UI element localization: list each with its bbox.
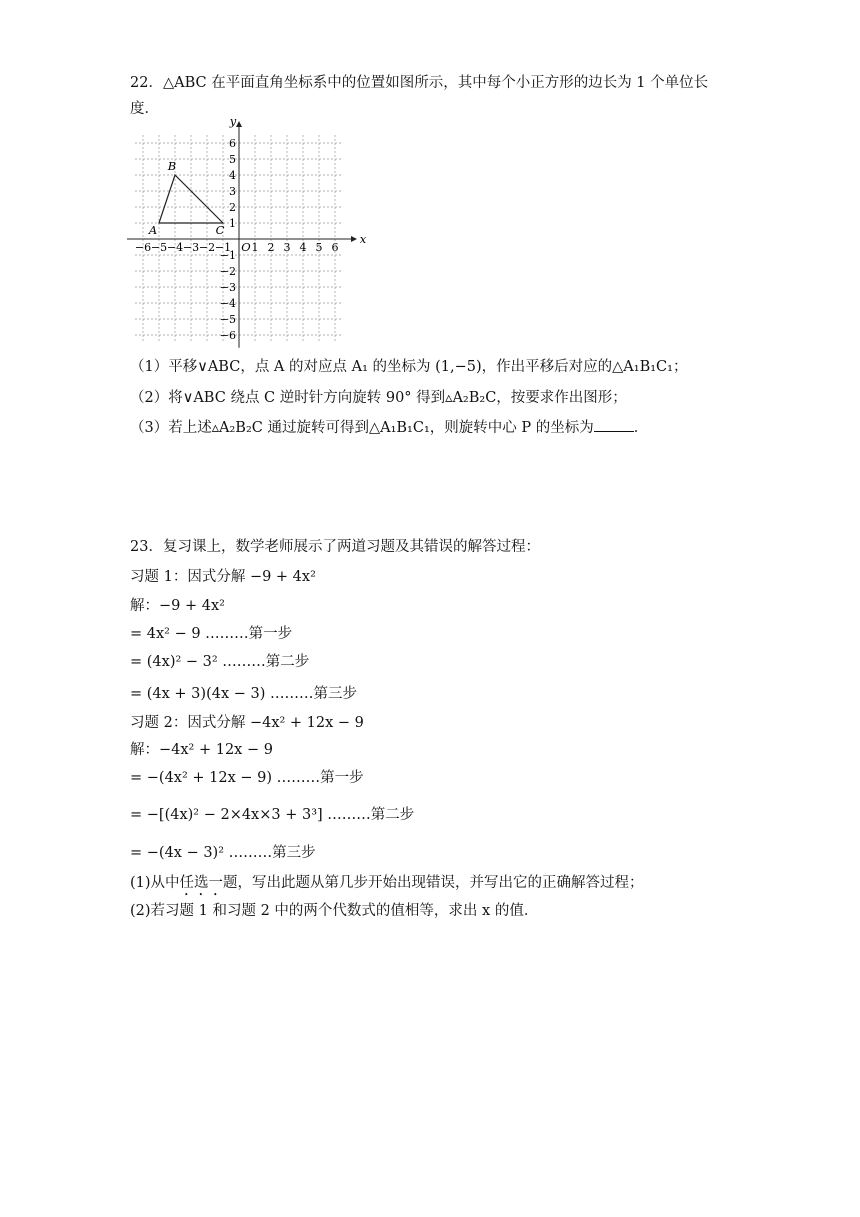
q22-part3 [130, 417, 648, 438]
point-label-c: C [215, 223, 225, 237]
y-tick-label: 1 [229, 217, 236, 230]
x-tick-label: −6 [134, 241, 152, 254]
x-tick-label: −5 [150, 241, 168, 254]
task1-rest: 题，写出此题从第几步开始出现错误，并写出它的正确解答过程； [223, 875, 644, 891]
x-tick-label: 2 [267, 241, 275, 254]
x-axis-arrow [351, 236, 357, 242]
q22-part2: （2）将∨ABC 绕点 C 逆时针方向旋转 90° 得到▵A₂B₂C，按要求作出图形； [130, 390, 627, 406]
y-tick-label: −3 [219, 281, 236, 294]
q22-part1: （1）平移∨ABC，点 A 的对应点 A₁ 的坐标为 (1,−5)，作出平移后对应的△A₁B₁C₁； [130, 359, 688, 375]
ex2-step1: = −(4x² + 12x − 9) ………第一步 [130, 770, 364, 786]
x-tick-label: 4 [299, 241, 307, 254]
x-tick-label: 1 [251, 241, 259, 254]
coordinate-grid [127, 114, 367, 346]
q22-line1: 22．△ABC 在平面直角坐标系中的位置如图所示，其中每个小正方形的边长为 1 个单位长 [130, 75, 709, 91]
task1-emphasis: 任选一 [179, 875, 224, 891]
ex1-title: 习题 1：因式分解 −9 + 4x² [130, 569, 316, 585]
y-tick-label: 3 [229, 185, 236, 198]
q22-part3-end: ． [633, 420, 649, 436]
x-tick-label: 5 [315, 241, 323, 254]
x-tick-label: 6 [331, 241, 339, 254]
answer-blank [594, 417, 634, 432]
x-tick-label: −3 [182, 241, 200, 254]
ex1-step2: = (4x)² − 3² ………第二步 [130, 654, 310, 670]
ex2-step3: = −(4x − 3)² ………第三步 [130, 845, 316, 861]
x-tick-label: 3 [283, 241, 291, 254]
task2: (2)若习题 1 和习题 2 中的两个代数式的值相等，求出 x 的值． [130, 903, 539, 919]
y-tick-label: −5 [219, 313, 236, 326]
y-axis-arrow [236, 121, 242, 127]
y-tick-label: 2 [229, 201, 236, 214]
ex2-solution: 解：−4x² + 12x − 9 [130, 742, 273, 758]
x-axis-label: x [359, 232, 367, 246]
point-label-b: B [167, 159, 177, 173]
task1-start: (1)从中 [130, 875, 180, 891]
task1 [130, 873, 644, 899]
point-label-a: A [148, 223, 158, 237]
y-tick-label: −1 [219, 249, 236, 262]
q22-part3-text: （3）若上述▵A₂B₂C 通过旋转可得到△A₁B₁C₁，则旋转中心 P 的坐标为 [130, 420, 594, 436]
ex2-step2: = −[(4x)² − 2×4x×3 + 3³] ………第二步 [130, 807, 415, 823]
q23-intro: 23．复习课上，数学老师展示了两道习题及其错误的解答过程： [130, 539, 540, 555]
x-tick-label: −1 [214, 241, 232, 254]
ex1-step1: = 4x² − 9 ………第一步 [130, 626, 293, 642]
ex2-title: 习题 2：因式分解 −4x² + 12x − 9 [130, 715, 364, 731]
x-tick-label: −4 [166, 241, 184, 254]
q22-line2: 度． [130, 101, 159, 117]
ex1-step3: = (4x + 3)(4x − 3) ………第三步 [130, 686, 357, 702]
y-tick-label: −2 [219, 265, 236, 278]
ex1-solution: 解：−9 + 4x² [130, 598, 225, 614]
y-tick-label: −4 [219, 297, 236, 310]
y-tick-label: 4 [229, 169, 236, 182]
y-axis-label: y [229, 114, 237, 128]
y-tick-label: −6 [219, 329, 236, 342]
x-tick-label: −2 [198, 241, 216, 254]
y-tick-label: 5 [229, 153, 236, 166]
coordinate-figure [127, 114, 367, 346]
origin-label: O [241, 240, 251, 254]
y-tick-label: 6 [229, 137, 236, 150]
